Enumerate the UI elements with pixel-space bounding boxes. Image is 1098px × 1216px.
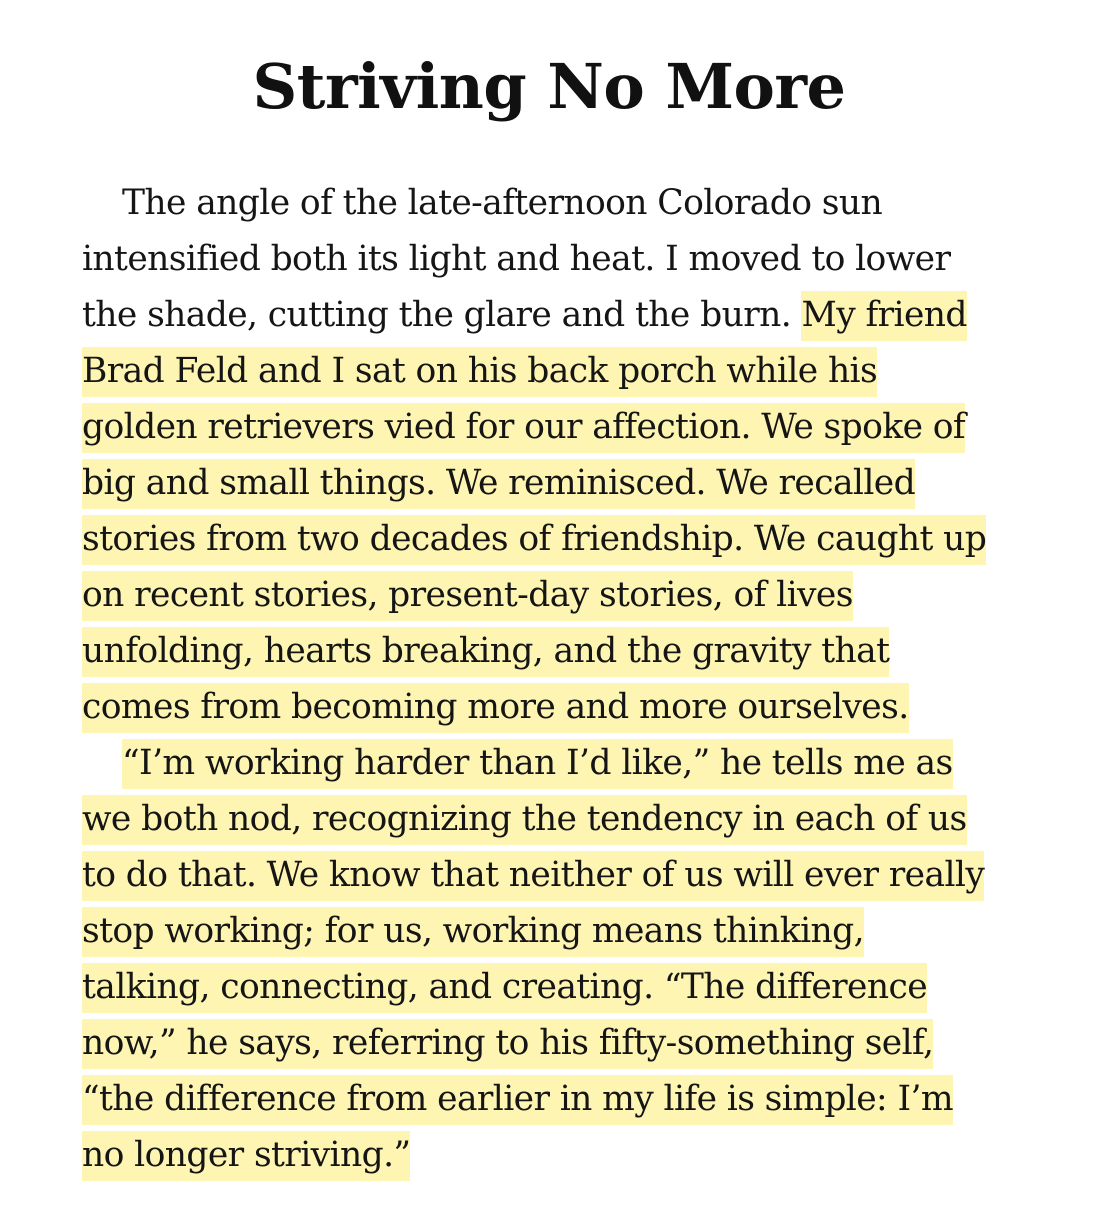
highlighted-text[interactable]: “the difference from earlier in my life is simple: I’m (82, 1075, 953, 1125)
highlighted-text[interactable]: unfolding, hearts breaking, and the gravity that (82, 627, 889, 677)
text-line (82, 567, 853, 623)
text-line (82, 343, 877, 399)
text-line (82, 791, 967, 847)
text-line (82, 231, 950, 287)
text-line (122, 735, 953, 791)
highlighted-text[interactable]: now,” he says, referring to his fifty-something self, (82, 1019, 933, 1069)
text-line (82, 511, 986, 567)
text-line (82, 623, 889, 679)
highlighted-text[interactable]: to do that. We know that neither of us will ever really (82, 851, 984, 901)
chapter-title: Striving No More (252, 50, 846, 123)
highlighted-text[interactable]: Brad Feld and I sat on his back porch while his (82, 347, 877, 397)
line-text: intensified both its light and heat. I moved to lower (82, 239, 951, 279)
text-line (82, 959, 927, 1015)
text-line (82, 1015, 933, 1071)
highlighted-text[interactable]: stop working; for us, working means thinking, (82, 907, 864, 957)
highlighted-text[interactable]: no longer striving.” (82, 1131, 410, 1181)
highlighted-text[interactable]: stories from two decades of friendship. We caught up (82, 515, 986, 565)
text-line (82, 679, 909, 735)
text-line (82, 903, 864, 959)
text-line (82, 1127, 410, 1183)
highlighted-text[interactable]: on recent stories, present-day stories, of lives (82, 571, 853, 621)
text-line (82, 287, 967, 343)
text-line (82, 399, 965, 455)
highlighted-text[interactable]: talking, connecting, and creating. “The difference (82, 963, 927, 1013)
text-line (82, 455, 915, 511)
highlighted-text[interactable]: My friend (801, 291, 966, 341)
text-line (82, 847, 984, 903)
highlighted-text[interactable]: comes from becoming more and more ourselves. (82, 683, 909, 733)
line-text: The angle of the late-afternoon Colorado sun (122, 183, 883, 223)
highlighted-text[interactable]: golden retrievers vied for our affection. We spoke of (82, 403, 965, 453)
highlighted-text[interactable]: we both nod, recognizing the tendency in each of us (82, 795, 967, 845)
text-line (122, 175, 882, 231)
highlighted-text[interactable]: “I’m working harder than I’d like,” he tells me as (122, 739, 953, 789)
text-line (82, 1071, 953, 1127)
line-text: the shade, cutting the glare and the burn. (82, 295, 802, 335)
highlighted-text[interactable]: big and small things. We reminisced. We recalled (82, 459, 915, 509)
